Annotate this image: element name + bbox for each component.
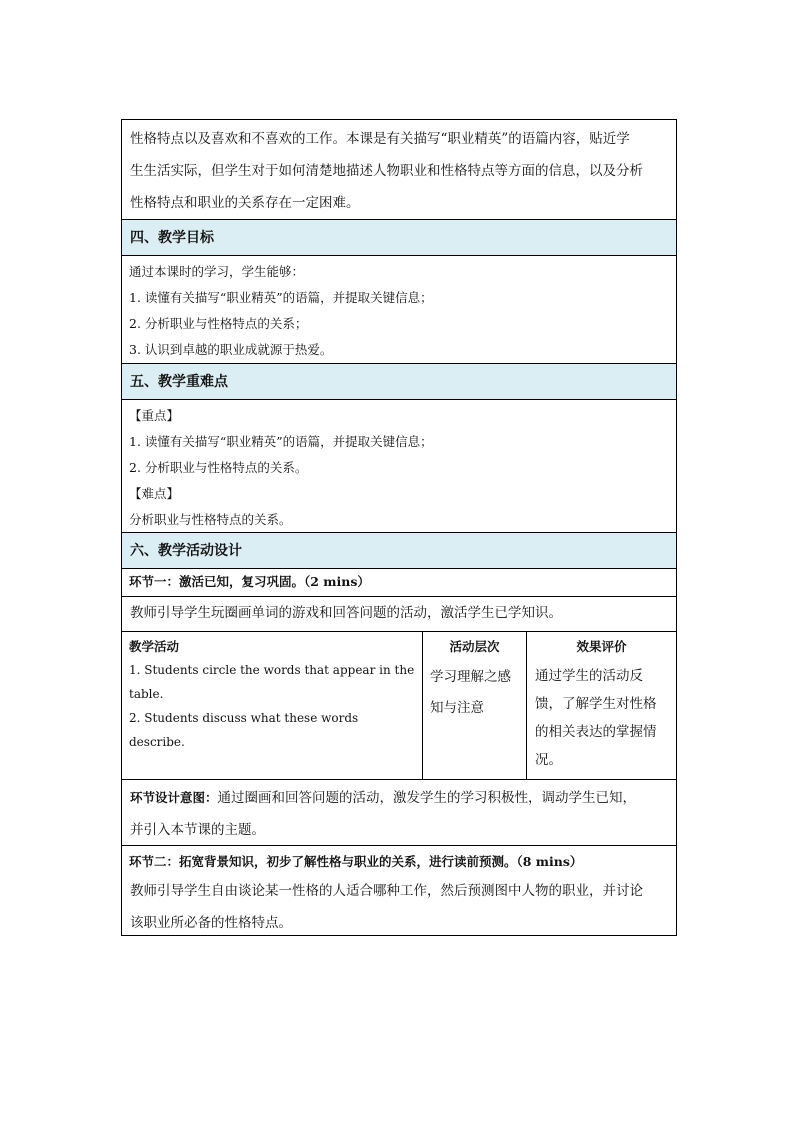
step2-desc-line-1: 教师引导学生自由谈论某一性格的人适合哪种工作，然后预测图中人物的职业，并讨论 xyxy=(130,883,643,899)
intro-line-2: 生生活实际，但学生对于如何清楚地描述人物职业和性格特点等方面的信息，以及分析 xyxy=(130,163,643,179)
activity-column xyxy=(122,632,423,779)
step1-desc-row xyxy=(121,597,677,632)
activity-item-2: 2. Students discuss what these words describe. xyxy=(129,711,359,749)
level-column xyxy=(423,632,527,779)
step2-desc-line-2: 该职业所必备的性格特点。 xyxy=(130,915,292,931)
intent-line-1 xyxy=(122,782,676,814)
intent-label: 环节设计意图： xyxy=(130,790,218,805)
intent-line-2: 并引入本节课的主题。 xyxy=(130,822,265,838)
eval-line-4: 况。 xyxy=(535,752,562,768)
col-header-evaluation: 效果评价 xyxy=(576,639,627,654)
level-text xyxy=(430,662,519,724)
eval-line-2: 馈，了解学生对性格 xyxy=(535,696,657,712)
evaluation-text xyxy=(535,662,668,774)
step1-title: 环节一：激活已知，复习巩固。（2 mins） xyxy=(129,574,370,589)
difficult-label: 【难点】 xyxy=(129,486,180,501)
key-label: 【重点】 xyxy=(129,408,180,423)
level-line-1: 学习理解之感 xyxy=(430,669,511,685)
col-header-activity: 教学活动 xyxy=(129,639,180,654)
intro-row xyxy=(121,120,677,220)
objectives-lead: 通过本课时的学习，学生能够： xyxy=(129,264,305,279)
intent-text-1: 通过圈画和回答问题的活动，激发学生的学习积极性，调动学生已知， xyxy=(217,790,637,806)
step1-desc: 教师引导学生玩圈画单词的游戏和回答问题的活动，激活学生已学知识。 xyxy=(130,605,562,621)
objective-item-1: 1. 读懂有关描写“职业精英”的语篇，并提取关键信息； xyxy=(129,290,433,305)
section-heading-activities: 六、教学活动设计 xyxy=(121,533,677,569)
key-points-row xyxy=(121,400,677,533)
eval-line-1: 通过学生的活动反 xyxy=(535,668,643,684)
difficult-text: 分析职业与性格特点的关系。 xyxy=(129,512,292,527)
lesson-plan-table xyxy=(121,119,677,936)
section-heading-objectives: 四、教学目标 xyxy=(121,220,677,256)
section-heading-key-points: 五、教学重难点 xyxy=(121,364,677,400)
step2-title: 环节二：拓宽背景知识，初步了解性格与职业的关系，进行读前预测。（8 mins） xyxy=(129,854,583,869)
key-item-1: 1. 读懂有关描写“职业精英”的语篇，并提取关键信息； xyxy=(129,434,433,449)
intro-line-3: 性格特点和职业的关系存在一定困难。 xyxy=(130,195,360,211)
key-item-2: 2. 分析职业与性格特点的关系。 xyxy=(129,460,308,475)
evaluation-column xyxy=(527,632,676,779)
intro-line-1: 性格特点以及喜欢和不喜欢的工作。本课是有关描写“职业精英”的语篇内容，贴近学 xyxy=(130,131,630,147)
step1-intent-row xyxy=(121,780,677,846)
step1-activity-table xyxy=(121,632,677,780)
col-header-level: 活动层次 xyxy=(449,639,500,654)
objective-item-3: 3. 认识到卓越的职业成就源于热爱。 xyxy=(129,342,333,357)
step2-row xyxy=(121,846,677,936)
activity-item-1: 1. Students circle the words that appear in the table. xyxy=(129,663,415,701)
eval-line-3: 的相关表达的掌握情 xyxy=(535,724,657,740)
level-line-2: 知与注意 xyxy=(430,700,484,716)
objectives-row xyxy=(121,256,677,364)
objective-item-2: 2. 分析职业与性格特点的关系； xyxy=(129,316,308,331)
step1-title-row xyxy=(121,569,677,597)
